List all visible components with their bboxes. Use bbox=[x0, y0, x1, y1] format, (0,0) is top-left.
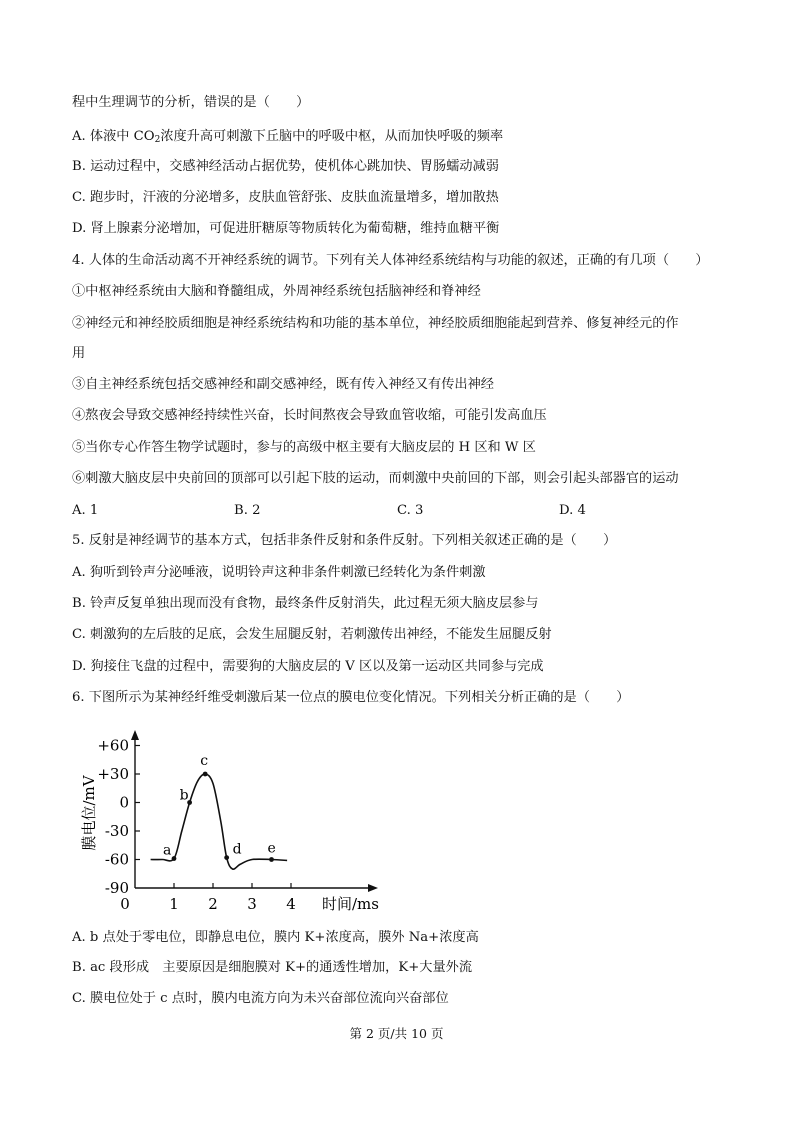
q4-statement-3: ③自主神经系统包括交感神经和副交感神经，既有传入神经又有传出神经 bbox=[72, 377, 494, 392]
point-label-b: b bbox=[179, 787, 189, 804]
q3-option-a bbox=[72, 127, 503, 150]
q4-option-c: C. 3 bbox=[397, 503, 424, 518]
y-tick-label: +60 bbox=[97, 736, 129, 755]
y-tick-label: +30 bbox=[97, 765, 129, 783]
q4-option-a: A. 1 bbox=[72, 503, 99, 518]
y-tick-label: 0 bbox=[119, 793, 129, 812]
q4-statement-2-cont: 用 bbox=[72, 346, 86, 361]
q3-stem-continued: 程中生理调节的分析，错误的是（ ） bbox=[72, 95, 310, 110]
q3-option-d: D. 肾上腺素分泌增加，可促进肝糖原等物质转化为葡萄糖，维持血糖平衡 bbox=[72, 221, 500, 236]
y-tick-label: -90 bbox=[104, 879, 129, 897]
q4-option-b: B. 2 bbox=[234, 503, 261, 518]
point-label-a: a bbox=[163, 842, 172, 859]
page-footer: 第 2 页/共 10 页 bbox=[349, 1026, 444, 1041]
x-tick-label: 0 bbox=[120, 895, 130, 913]
x-tick-label: 4 bbox=[286, 895, 296, 913]
point-label-c: c bbox=[200, 753, 209, 769]
point-label-d: d bbox=[232, 841, 242, 858]
q4-option-d: D. 4 bbox=[559, 503, 586, 518]
x-tick-label: 2 bbox=[208, 895, 218, 913]
y-axis-label: 膜电位/mV bbox=[80, 775, 98, 851]
q4-options bbox=[72, 501, 732, 521]
q4-statement-6: ⑥刺激大脑皮层中央前回的顶部可以引起下肢的运动，而刺激中央前回的下部，则会引起头部器官的运动 bbox=[72, 471, 679, 486]
q5-option-a: A. 狗听到铃声分泌唾液，说明铃声这种非条件刺激已经转化为条件刺激 bbox=[72, 565, 486, 580]
q3-option-b: B. 运动过程中，交感神经活动占据优势，使机体心跳加快、胃肠蠕动减弱 bbox=[72, 159, 499, 174]
q6-option-c: C. 膜电位处于 c 点时，膜内电流方向为未兴奋部位流向兴奋部位 bbox=[72, 991, 449, 1006]
q4-statement-5: ⑤当你专心作答生物学试题时，参与的高级中枢主要有大脑皮层的 H 区和 W 区 bbox=[72, 440, 536, 455]
q4-statement-4: ④熬夜会导致交感神经持续性兴奋，长时间熬夜会导致血管收缩，可能引发高血压 bbox=[72, 408, 547, 423]
q5-option-d: D. 狗接住飞盘的过程中，需要狗的大脑皮层的 V 区以及第一运动区共同参与完成 bbox=[72, 659, 544, 674]
point-d bbox=[224, 855, 229, 860]
y-tick-label: -30 bbox=[104, 822, 129, 840]
q5-option-b: B. 铃声反复单独出现而没有食物，最终条件反射消失，此过程无须大脑皮层参与 bbox=[72, 596, 539, 611]
x-tick-label: 3 bbox=[247, 895, 257, 913]
membrane-potential-chart bbox=[72, 728, 392, 923]
q3-option-a-part2: 浓度升高可刺激下丘脑中的呼吸中枢，从而加快呼吸的频率 bbox=[160, 129, 504, 144]
q3-option-c: C. 跑步时，汗液的分泌增多，皮肤血管舒张、皮肤血流量增多，增加散热 bbox=[72, 190, 499, 205]
point-label-e: e bbox=[267, 840, 276, 857]
q4-statement-2: ②神经元和神经胶质细胞是神经系统结构和功能的基本单位，神经胶质细胞能起到营养、修复神经元的作 bbox=[72, 316, 679, 331]
q4-stem: 4. 人体的生命活动离不开神经系统的调节。下列有关人体神经系统结构与功能的叙述，正确的有几项（ ） bbox=[72, 253, 709, 268]
q3-option-a-part1: A. 体液中 CO bbox=[72, 129, 155, 144]
x-tick-label: 1 bbox=[169, 895, 179, 913]
q4-statement-1: ①中枢神经系统由大脑和脊髓组成，外周神经系统包括脑神经和脊神经 bbox=[72, 284, 481, 299]
q6-option-b: B. ac 段形成 主要原因是细胞膜对 K+的通透性增加，K+大量外流 bbox=[72, 960, 473, 975]
q5-option-c: C. 刺激狗的左后肢的足底，会发生屈腿反射，若刺激传出神经，不能发生屈腿反射 bbox=[72, 627, 552, 642]
q6-stem: 6. 下图所示为某神经纤维受刺激后某一位点的膜电位变化情况。下列相关分析正确的是（ ） bbox=[72, 690, 630, 705]
q6-option-a: A. b 点处于零电位，即静息电位，膜内 K+浓度高，膜外 Na+浓度高 bbox=[72, 930, 479, 945]
point-e bbox=[269, 857, 274, 862]
q5-stem: 5. 反射是神经调节的基本方式，包括非条件反射和条件反射。下列相关叙述正确的是（ ） bbox=[72, 533, 617, 548]
point-a bbox=[172, 856, 177, 861]
co2-subscript: 2 bbox=[154, 135, 161, 145]
x-axis-label: 时间/ms bbox=[322, 895, 379, 913]
y-tick-label: -60 bbox=[104, 850, 129, 869]
point-c bbox=[203, 772, 208, 777]
